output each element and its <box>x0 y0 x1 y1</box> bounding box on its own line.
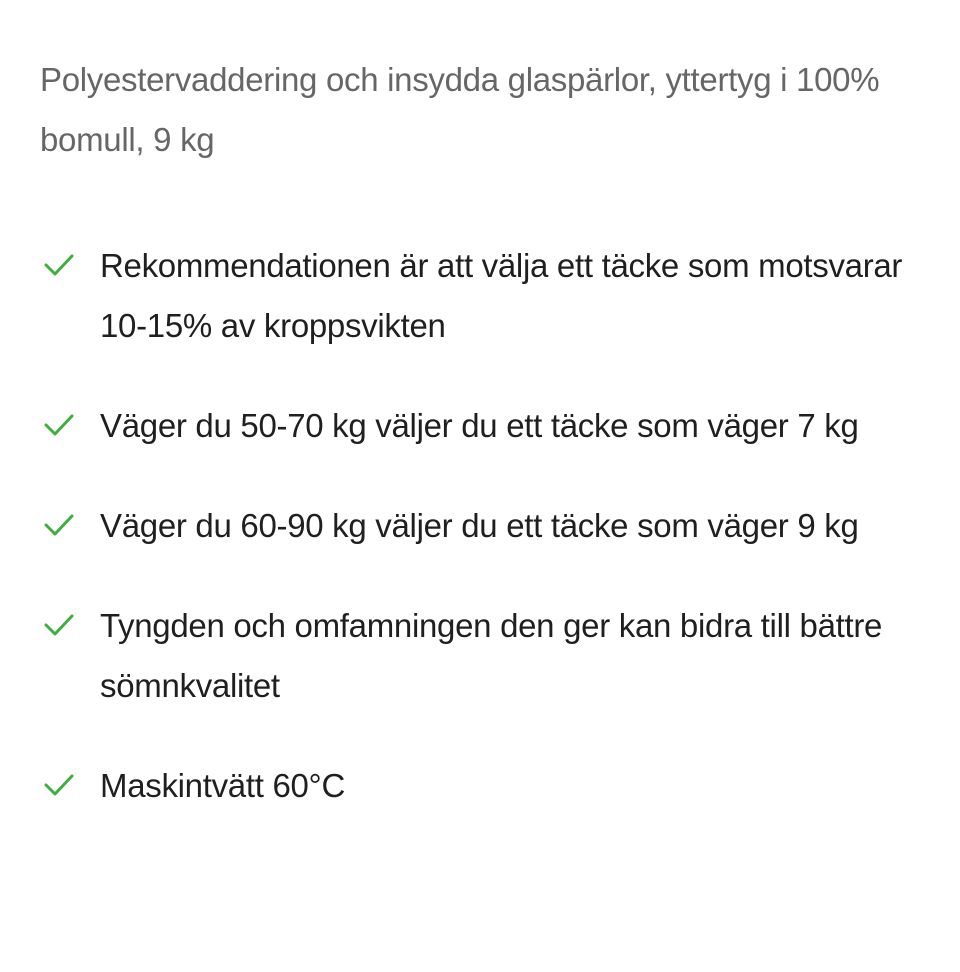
feature-text: Maskintvätt 60°C <box>100 767 345 804</box>
feature-text: Väger du 50-70 kg väljer du ett täcke som väger 7 kg <box>100 407 859 444</box>
product-description: Polyestervaddering och insydda glaspärlor, yttertyg i 100% bomull, 9 kg <box>40 61 880 158</box>
check-icon <box>44 253 74 277</box>
feature-text: Väger du 60-90 kg väljer du ett täcke som väger 9 kg <box>100 507 859 544</box>
check-icon <box>44 773 74 797</box>
feature-text: Tyngden och omfamningen den ger kan bidra till bättre sömnkvalitet <box>100 607 883 704</box>
feature-item <box>40 236 910 356</box>
feature-item <box>40 756 910 816</box>
feature-list <box>40 236 920 816</box>
check-icon <box>44 613 74 637</box>
feature-item <box>40 496 910 556</box>
feature-text: Rekommendationen är att välja ett täcke som motsvarar 10-15% av kroppsvikten <box>100 247 903 344</box>
feature-item <box>40 596 910 716</box>
check-icon <box>44 513 74 537</box>
check-icon <box>44 413 74 437</box>
feature-item <box>40 396 910 456</box>
